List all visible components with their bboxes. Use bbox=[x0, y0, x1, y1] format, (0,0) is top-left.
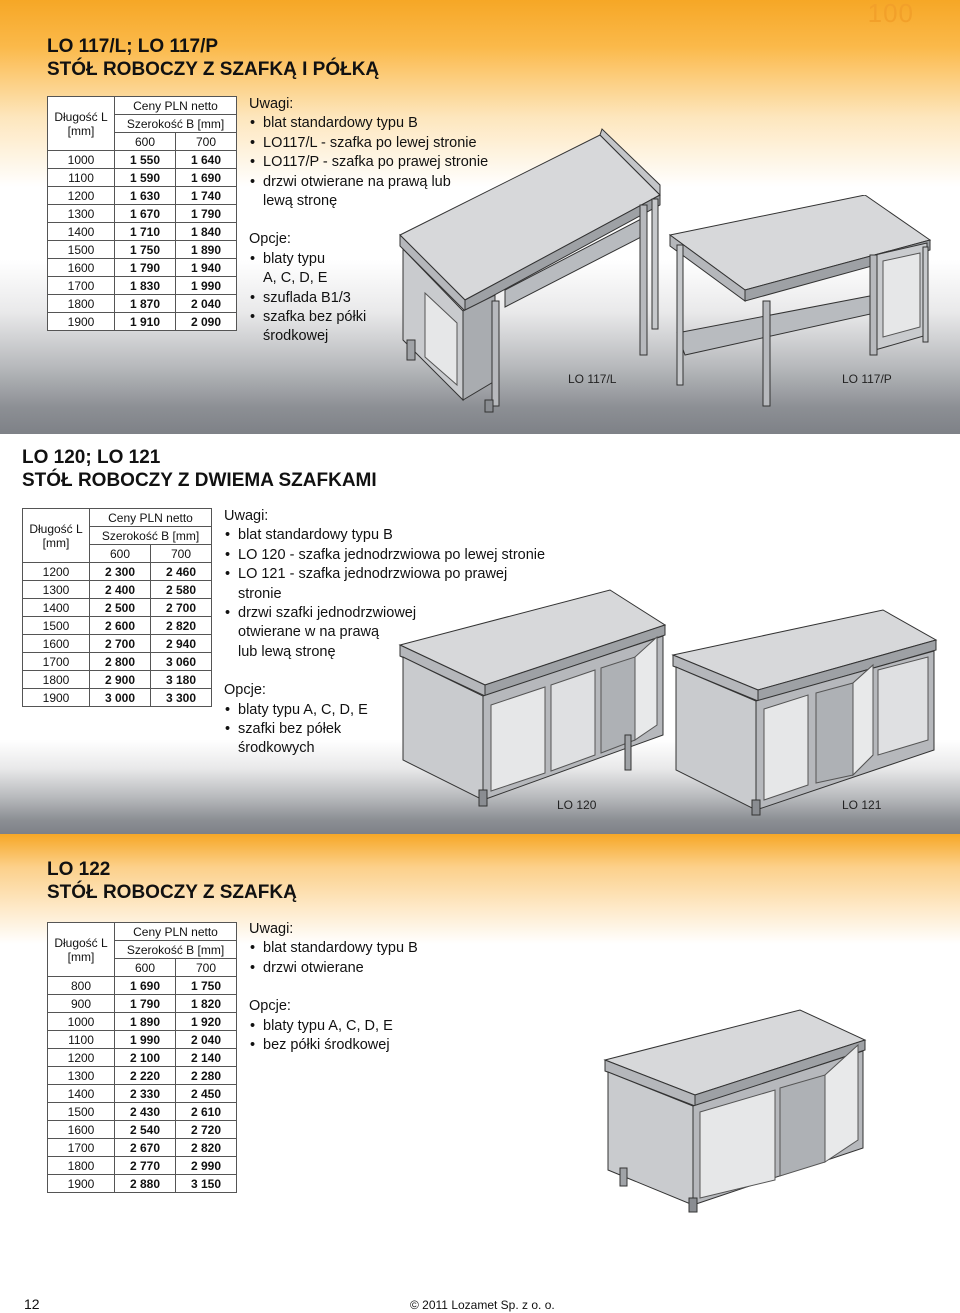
length-cell: 1800 bbox=[48, 295, 115, 313]
length-cell: 1600 bbox=[48, 1121, 115, 1139]
caption-lo121: LO 121 bbox=[842, 798, 882, 812]
remark-item: • drzwi szafki jednodrzwiowej bbox=[224, 604, 564, 623]
table-row bbox=[48, 205, 237, 223]
table-row bbox=[23, 653, 212, 671]
table-lo120-illustration bbox=[395, 585, 675, 810]
length-cell: 1700 bbox=[48, 277, 115, 295]
length-cell: 1400 bbox=[48, 1085, 115, 1103]
table-lo117p-illustration bbox=[665, 195, 945, 415]
width-value: 700 bbox=[176, 133, 237, 151]
table-lo121-illustration bbox=[668, 605, 948, 820]
price-cell: 2 040 bbox=[176, 1031, 237, 1049]
option-item: • blaty typu bbox=[249, 250, 529, 269]
price-cell: 2 580 bbox=[151, 581, 212, 599]
price-cell: 2 400 bbox=[90, 581, 151, 599]
price-cell: 1 750 bbox=[115, 241, 176, 259]
table-row bbox=[48, 277, 237, 295]
caption-lo117l: LO 117/L bbox=[568, 372, 617, 386]
price-header: Ceny PLN netto bbox=[115, 923, 237, 941]
remark-item: • blat standardowy typu B bbox=[249, 114, 529, 133]
price-cell: 1 920 bbox=[176, 1013, 237, 1031]
length-cell: 800 bbox=[48, 977, 115, 995]
length-cell: 1200 bbox=[48, 187, 115, 205]
price-cell: 2 330 bbox=[115, 1085, 176, 1103]
remark-item: • drzwi otwierane bbox=[249, 959, 549, 978]
length-cell: 1700 bbox=[23, 653, 90, 671]
section3-title bbox=[47, 858, 297, 904]
section1-title-line2: STÓŁ ROBOCZY Z SZAFKĄ I PÓŁKĄ bbox=[47, 59, 380, 80]
price-cell: 2 430 bbox=[115, 1103, 176, 1121]
remark-item: • blat standardowy typu B bbox=[224, 526, 564, 545]
table-lo117l-illustration bbox=[395, 125, 675, 415]
section3-options-title: Opcje: bbox=[249, 998, 291, 1015]
section1-title bbox=[47, 35, 379, 81]
price-cell: 1 990 bbox=[176, 277, 237, 295]
length-cell: 1300 bbox=[23, 581, 90, 599]
option-item: • szuflada B1/3 bbox=[249, 289, 529, 308]
price-cell: 2 700 bbox=[90, 635, 151, 653]
price-cell: 1 690 bbox=[115, 977, 176, 995]
page-number-bottom: 12 bbox=[24, 1296, 40, 1312]
table-row bbox=[48, 241, 237, 259]
price-cell: 1 890 bbox=[176, 241, 237, 259]
section2-remarks-title: Uwagi: bbox=[224, 508, 269, 524]
price-cell: 1 820 bbox=[176, 995, 237, 1013]
table-header-row bbox=[48, 923, 237, 941]
width-value: 700 bbox=[151, 545, 212, 563]
page-number-top: 100 bbox=[867, 0, 914, 28]
price-cell: 2 500 bbox=[90, 599, 151, 617]
price-cell: 1 670 bbox=[115, 205, 176, 223]
table-row bbox=[23, 563, 212, 581]
price-cell: 2 460 bbox=[151, 563, 212, 581]
remark-item: • blat standardowy typu B bbox=[249, 939, 549, 958]
price-cell: 2 040 bbox=[176, 295, 237, 313]
section2-price-table bbox=[22, 508, 212, 707]
price-cell: 2 800 bbox=[90, 653, 151, 671]
price-cell: 3 300 bbox=[151, 689, 212, 707]
length-header: Długość L [mm] bbox=[23, 509, 90, 563]
table-row bbox=[48, 223, 237, 241]
price-cell: 1 590 bbox=[115, 169, 176, 187]
width-value: 600 bbox=[90, 545, 151, 563]
section1-remarks-title: Uwagi: bbox=[249, 96, 294, 112]
table-row bbox=[23, 689, 212, 707]
table-row bbox=[48, 995, 237, 1013]
section3-remarks bbox=[249, 939, 549, 978]
length-cell: 1900 bbox=[48, 1175, 115, 1193]
price-cell: 2 940 bbox=[151, 635, 212, 653]
length-cell: 1600 bbox=[48, 259, 115, 277]
section3-remarks-title: Uwagi: bbox=[249, 921, 294, 937]
remark-item: lewą stronę bbox=[263, 193, 338, 210]
price-cell: 2 990 bbox=[176, 1157, 237, 1175]
length-header: Długość L [mm] bbox=[48, 923, 115, 977]
remark-item: stronie bbox=[238, 585, 282, 602]
table-row bbox=[48, 259, 237, 277]
price-cell: 2 300 bbox=[90, 563, 151, 581]
section3-title-line2: STÓŁ ROBOCZY Z SZAFKĄ bbox=[47, 882, 297, 903]
option-item: środkowych bbox=[238, 740, 315, 757]
price-cell: 1 790 bbox=[115, 995, 176, 1013]
length-cell: 1000 bbox=[48, 151, 115, 169]
table-row bbox=[48, 151, 237, 169]
length-cell: 1600 bbox=[23, 635, 90, 653]
table-row bbox=[48, 187, 237, 205]
width-header: Szerokość B [mm] bbox=[90, 527, 212, 545]
caption-lo120: LO 120 bbox=[557, 798, 597, 812]
length-cell: 1900 bbox=[23, 689, 90, 707]
price-cell: 1 830 bbox=[115, 277, 176, 295]
price-cell: 2 770 bbox=[115, 1157, 176, 1175]
price-cell: 2 700 bbox=[151, 599, 212, 617]
price-cell: 2 540 bbox=[115, 1121, 176, 1139]
length-cell: 1300 bbox=[48, 1067, 115, 1085]
length-cell: 900 bbox=[48, 995, 115, 1013]
table-row bbox=[48, 1175, 237, 1193]
remark-item: • LO 121 - szafka jednodrzwiowa po prawej bbox=[224, 565, 564, 584]
option-item: • szafki bez półek bbox=[224, 720, 564, 739]
copyright-text: © 2011 Lozamet Sp. z o. o. bbox=[410, 1298, 555, 1312]
section3-price-table bbox=[47, 922, 237, 1193]
price-cell: 2 820 bbox=[176, 1139, 237, 1157]
section2-title-line2: STÓŁ ROBOCZY Z DWIEMA SZAFKAMI bbox=[22, 470, 377, 491]
price-cell: 2 090 bbox=[176, 313, 237, 331]
length-cell: 1200 bbox=[48, 1049, 115, 1067]
length-cell: 1200 bbox=[23, 563, 90, 581]
length-cell: 1500 bbox=[23, 617, 90, 635]
table-row bbox=[48, 1031, 237, 1049]
table-row bbox=[48, 169, 237, 187]
section1-title-line1: LO 117/L; LO 117/P bbox=[47, 36, 219, 57]
table-row bbox=[48, 977, 237, 995]
price-cell: 1 640 bbox=[176, 151, 237, 169]
option-item: • bez półki środkowej bbox=[249, 1036, 549, 1055]
width-value: 700 bbox=[176, 959, 237, 977]
table-row bbox=[48, 1067, 237, 1085]
table-row bbox=[48, 313, 237, 331]
price-cell: 3 150 bbox=[176, 1175, 237, 1193]
option-item: • blaty typu A, C, D, E bbox=[224, 701, 564, 720]
price-cell: 3 180 bbox=[151, 671, 212, 689]
price-cell: 1 710 bbox=[115, 223, 176, 241]
length-cell: 1500 bbox=[48, 241, 115, 259]
price-cell: 2 100 bbox=[115, 1049, 176, 1067]
table-row bbox=[23, 635, 212, 653]
remark-item: • LO117/P - szafka po prawej stronie bbox=[249, 153, 529, 172]
option-item: A, C, D, E bbox=[263, 270, 328, 287]
table-header-row bbox=[23, 509, 212, 527]
section1-price-table bbox=[47, 96, 237, 331]
length-cell: 1900 bbox=[48, 313, 115, 331]
caption-lo117p: LO 117/P bbox=[842, 372, 892, 386]
price-cell: 1 840 bbox=[176, 223, 237, 241]
table-row bbox=[23, 599, 212, 617]
price-cell: 2 280 bbox=[176, 1067, 237, 1085]
price-cell: 2 880 bbox=[115, 1175, 176, 1193]
remark-item: • drzwi otwierane na prawą lub bbox=[249, 173, 529, 192]
remark-item: lub lewą stronę bbox=[238, 643, 336, 660]
table-header-row bbox=[48, 97, 237, 115]
width-header: Szerokość B [mm] bbox=[115, 941, 237, 959]
price-cell: 1 740 bbox=[176, 187, 237, 205]
width-header: Szerokość B [mm] bbox=[115, 115, 237, 133]
length-cell: 1000 bbox=[48, 1013, 115, 1031]
price-cell: 1 790 bbox=[115, 259, 176, 277]
price-cell: 1 690 bbox=[176, 169, 237, 187]
length-cell: 1400 bbox=[23, 599, 90, 617]
price-header: Ceny PLN netto bbox=[115, 97, 237, 115]
price-cell: 2 610 bbox=[176, 1103, 237, 1121]
section2-title-line1: LO 120; LO 121 bbox=[22, 447, 161, 468]
price-cell: 2 720 bbox=[176, 1121, 237, 1139]
table-row bbox=[48, 1121, 237, 1139]
price-cell: 2 220 bbox=[115, 1067, 176, 1085]
remark-item: otwierane w na prawą bbox=[238, 624, 380, 641]
section3-title-line1: LO 122 bbox=[47, 859, 111, 880]
price-cell: 1 940 bbox=[176, 259, 237, 277]
price-cell: 3 000 bbox=[90, 689, 151, 707]
price-cell: 2 140 bbox=[176, 1049, 237, 1067]
price-cell: 3 060 bbox=[151, 653, 212, 671]
price-cell: 1 890 bbox=[115, 1013, 176, 1031]
table-row bbox=[48, 1157, 237, 1175]
price-cell: 2 900 bbox=[90, 671, 151, 689]
length-cell: 1300 bbox=[48, 205, 115, 223]
option-item: środkowej bbox=[263, 328, 329, 345]
price-cell: 1 910 bbox=[115, 313, 176, 331]
section1-options-title: Opcje: bbox=[249, 231, 291, 248]
price-cell: 1 870 bbox=[115, 295, 176, 313]
length-cell: 1800 bbox=[48, 1157, 115, 1175]
section2-title bbox=[22, 446, 377, 492]
table-row bbox=[23, 581, 212, 599]
length-cell: 1100 bbox=[48, 169, 115, 187]
section3-options bbox=[249, 1017, 549, 1056]
table-lo122-illustration bbox=[600, 1000, 880, 1215]
table-row bbox=[48, 295, 237, 313]
table-row bbox=[23, 617, 212, 635]
price-cell: 1 550 bbox=[115, 151, 176, 169]
width-value: 600 bbox=[115, 133, 176, 151]
table-row bbox=[48, 1139, 237, 1157]
table-row bbox=[23, 671, 212, 689]
price-cell: 2 600 bbox=[90, 617, 151, 635]
length-header: Długość L [mm] bbox=[48, 97, 115, 151]
price-cell: 2 450 bbox=[176, 1085, 237, 1103]
price-cell: 2 670 bbox=[115, 1139, 176, 1157]
remark-item: • LO 120 - szafka jednodrzwiowa po lewej stronie bbox=[224, 546, 564, 565]
table-row bbox=[48, 1085, 237, 1103]
table-row bbox=[48, 1049, 237, 1067]
table-row bbox=[48, 1013, 237, 1031]
price-cell: 1 990 bbox=[115, 1031, 176, 1049]
price-header: Ceny PLN netto bbox=[90, 509, 212, 527]
length-cell: 1500 bbox=[48, 1103, 115, 1121]
price-cell: 2 820 bbox=[151, 617, 212, 635]
width-value: 600 bbox=[115, 959, 176, 977]
option-item: • szafka bez półki bbox=[249, 308, 529, 327]
option-item: • blaty typu A, C, D, E bbox=[249, 1017, 549, 1036]
section2-options-title: Opcje: bbox=[224, 682, 266, 699]
price-cell: 1 790 bbox=[176, 205, 237, 223]
price-cell: 1 630 bbox=[115, 187, 176, 205]
remark-item: • LO117/L - szafka po lewej stronie bbox=[249, 134, 529, 153]
length-cell: 1800 bbox=[23, 671, 90, 689]
section3-notes bbox=[249, 920, 549, 1055]
table-row bbox=[48, 1103, 237, 1121]
length-cell: 1400 bbox=[48, 223, 115, 241]
length-cell: 1100 bbox=[48, 1031, 115, 1049]
price-cell: 1 750 bbox=[176, 977, 237, 995]
length-cell: 1700 bbox=[48, 1139, 115, 1157]
